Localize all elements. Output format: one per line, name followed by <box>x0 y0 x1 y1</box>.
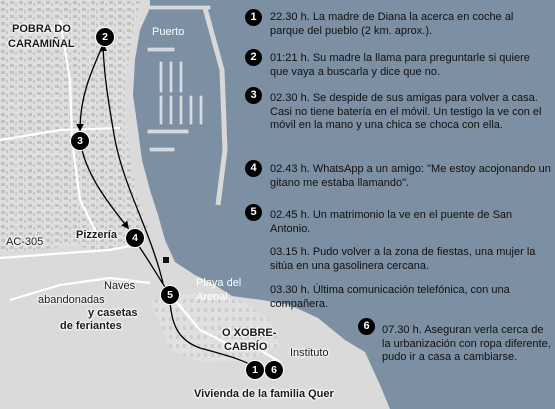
timeline-badge-2: 2 <box>245 49 262 66</box>
timeline-entry-5: 02.45 h. Un matrimonio la ve en el puente de San Antonio. <box>270 209 513 235</box>
label-playa-line1: Playa del <box>196 277 242 289</box>
landmark-square <box>163 257 169 263</box>
timeline-entry-3: 02.30 h. Se despide de sus amigas para volver a casa. Casi no tiene batería en el móvil. Un testigo la ve con el móvil en la mano y una chica se choca con ella. <box>270 92 542 131</box>
label-naves-line1: Naves <box>104 280 136 292</box>
label-xobre-line1: O XOBRE- <box>222 327 277 339</box>
timeline-badge-6: 6 <box>358 318 375 335</box>
map-marker-2: 2 <box>95 27 115 47</box>
timeline-entry-7: 03.30 h. Última comunicación telefónica, con una compañera. <box>270 284 510 310</box>
timeline-entry-8: 07.30 h. Aseguran verla cerca de la urbanización con ropa diferente, pudo ir a casa a cambiarse. <box>382 324 551 363</box>
label-instituto: Instituto <box>290 347 329 359</box>
label-casetas-line2: de feriantes <box>60 320 122 332</box>
timeline-entry-4: 02.43 h. WhatsApp a un amigo: "Me estoy acojonando un gitano me estaba llamando". <box>270 163 551 189</box>
map-marker-3: 3 <box>70 131 90 151</box>
label-naves-line2: abandonadas <box>38 294 105 306</box>
map-marker-5: 5 <box>160 285 180 305</box>
label-casetas-line1: y casetas <box>88 307 138 319</box>
label-pobra-line1: POBRA DO <box>12 23 71 35</box>
label-pobra-line2: CARAMIÑAL <box>8 38 75 50</box>
timeline-entry-6: 03.15 h. Pudo volver a la zona de fiestas, una mujer la sitúa en una gasolinera cercana. <box>270 246 536 272</box>
timeline-badge-3: 3 <box>245 87 262 104</box>
timeline-entry-2: 01:21 h. Su madre la llama para preguntarle si quiere que vaya a buscarla y dice que no. <box>270 52 530 78</box>
label-playa-line2: Arenal <box>196 291 228 303</box>
map-marker-4: 4 <box>125 228 145 248</box>
label-vivienda: Vivienda de la familia Quer <box>194 388 334 400</box>
timeline-badge-1: 1 <box>245 9 262 26</box>
map-marker-1: 1 <box>245 360 265 380</box>
label-xobre-line2: CABRÍO <box>224 341 268 353</box>
timeline-badge-5: 5 <box>245 204 262 221</box>
timeline-badge-4: 4 <box>245 160 262 177</box>
label-ac305: AC-305 <box>6 236 44 248</box>
map-marker-6: 6 <box>264 360 284 380</box>
label-pizzeria: Pizzería <box>76 229 117 241</box>
label-puerto: Puerto <box>152 26 185 38</box>
timeline-entry-1: 22.30 h. La madre de Diana la acerca en coche al parque del pueblo (2 km. aprox.). <box>270 11 514 37</box>
